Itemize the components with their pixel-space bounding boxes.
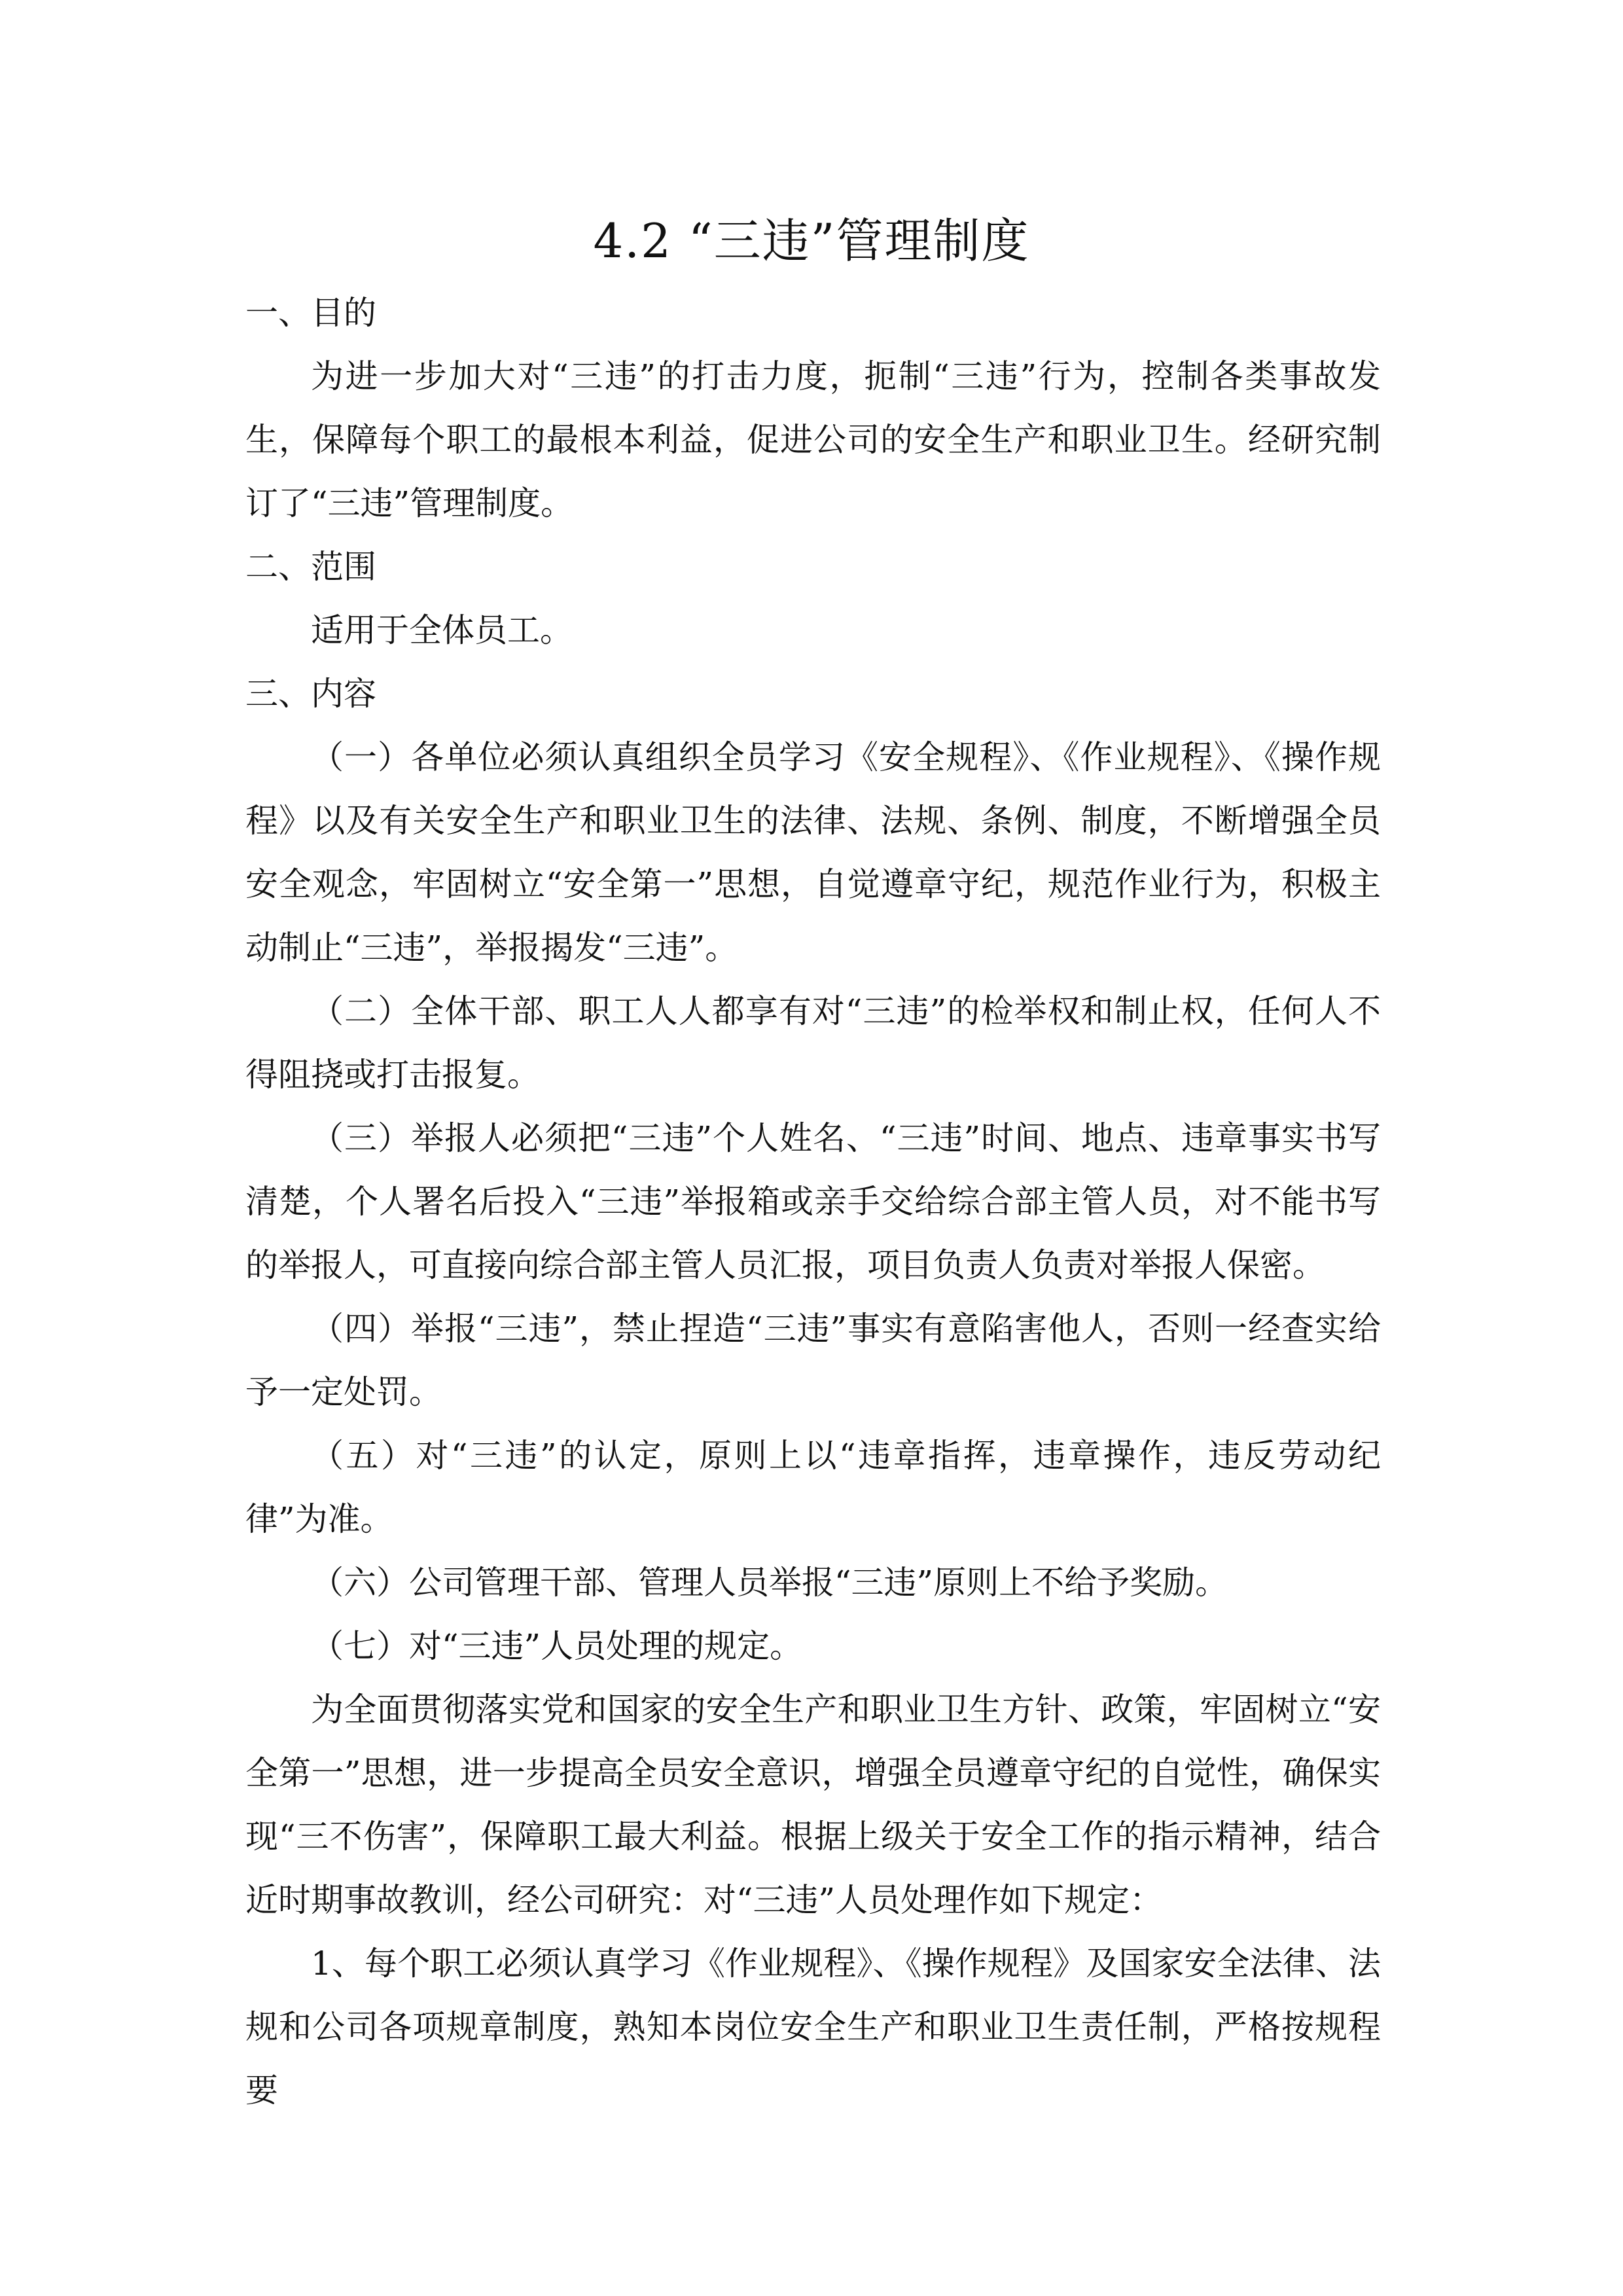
section-heading-scope: 二、范围 [245, 548, 376, 586]
content-item-5: （五）对“三违”的认定，原则上以“违章指挥，违章操作，违反劳动纪律”为准。 [245, 1437, 1381, 1538]
regulation-intro-paragraph: 为全面贯彻落实党和国家的安全生产和职业卫生方针、政策，牢固树立“安全第一”思想，进一步提高全员安全意识，增强全员遵章守纪的自觉性，确保实现“三不伤害”，保障职工最大利益。根据上级关于安全工作的指示精神，结合近时期事故教训，经公司研究：对“三违”人员处理作如下规定： [245, 1691, 1381, 1919]
section-heading-content: 三、内容 [245, 675, 376, 713]
document-title: 4.2 “三违”管理制度 [593, 213, 1030, 268]
document-body [245, 281, 1381, 2123]
purpose-paragraph: 为进一步加大对“三违”的打击力度，扼制“三违”行为，控制各类事故发生，保障每个职工的最根本利益，促进公司的安全生产和职业卫生。经研究制订了“三违”管理制度。 [245, 357, 1381, 522]
content-item-4: （四）举报“三违”，禁止捏造“三违”事实有意陷害他人，否则一经查实给予一定处罚。 [245, 1310, 1381, 1411]
scope-paragraph: 适用于全体员工。 [311, 611, 573, 649]
content-item-6: （六）公司管理干部、管理人员举报“三违”原则上不给予奖励。 [311, 1564, 1228, 1602]
section-heading-purpose: 一、目的 [245, 294, 376, 332]
content-item-2: （二）全体干部、职工人人都享有对“三违”的检举权和制止权，任何人不得阻挠或打击报复。 [245, 992, 1381, 1094]
content-item-7: （七）对“三违”人员处理的规定。 [311, 1627, 803, 1665]
rule-1-paragraph: 1、每个职工必须认真学习《作业规程》、《操作规程》及国家安全法律、法规和公司各项规章制度，熟知本岗位安全生产和职业卫生责任制，严格按规程要 [245, 1945, 1381, 2109]
content-item-3: （三）举报人必须把“三违”个人姓名、“三违”时间、地点、违章事实书写清楚，个人署名后投入“三违”举报箱或亲手交给综合部主管人员，对不能书写的举报人，可直接向综合部主管人员汇报，项目负责人负责对举报人保密。 [245, 1119, 1381, 1284]
content-item-1: （一）各单位必须认真组织全员学习《安全规程》、《作业规程》、《操作规程》以及有关安全生产和职业卫生的法律、法规、条例、制度，不断增强全员安全观念，牢固树立“安全第一”思想，自觉遵章守纪，规范作业行为，积极主动制止“三违”，举报揭发“三违”。 [245, 738, 1381, 967]
